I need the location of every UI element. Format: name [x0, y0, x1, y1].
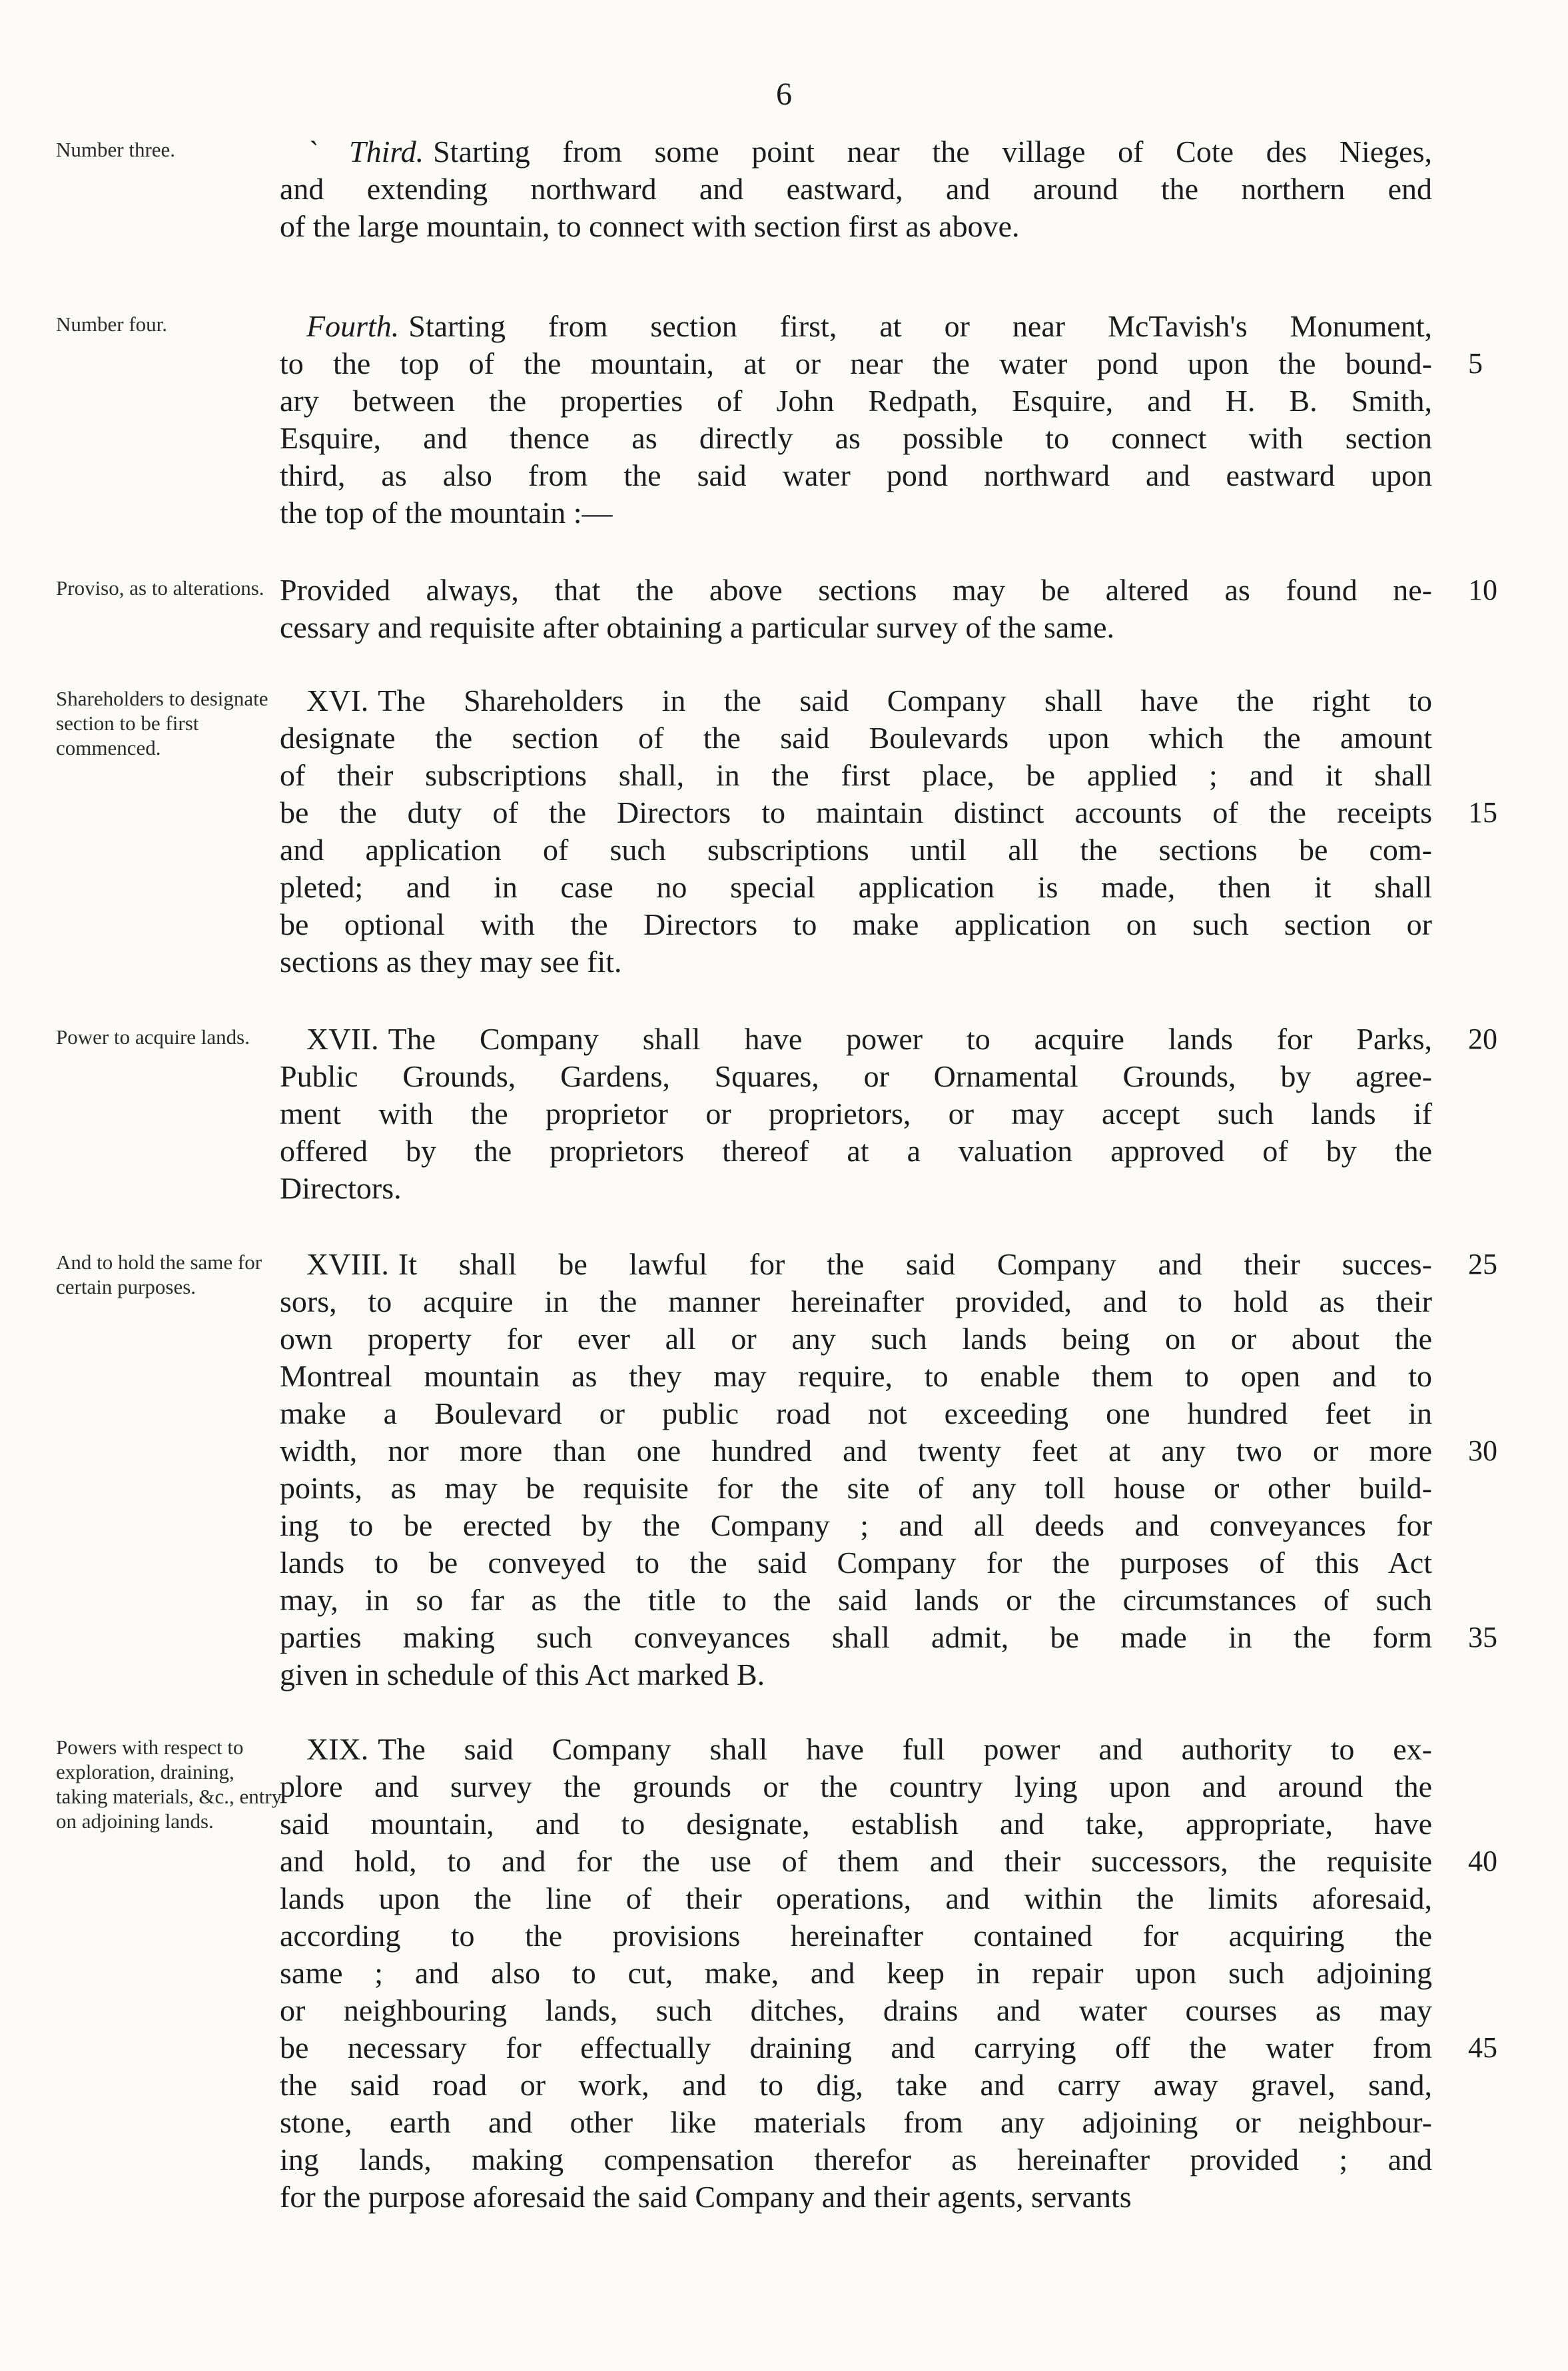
- text-line: [280, 1992, 1432, 2029]
- text-line: [280, 1656, 1432, 1693]
- line-text: The said Company shall have full power and authority to ex-: [378, 1732, 1432, 1766]
- line-number: 20: [1468, 1023, 1497, 1055]
- text-line: [280, 1768, 1432, 1805]
- margin-note: And to hold the same for certain purposes.: [56, 1250, 262, 1298]
- line-text: parties making such conveyances shall admit, be made in the form: [280, 1620, 1432, 1654]
- text-line: [280, 794, 1497, 831]
- text-line: [280, 1805, 1432, 1843]
- section-text: [280, 572, 1497, 646]
- line-text: offered by the proprietors thereof at a valuation approved of by the: [280, 1134, 1432, 1168]
- margin-note: Proviso, as to alterations.: [56, 576, 264, 600]
- text-line: [280, 1133, 1432, 1170]
- text-line: [306, 1246, 1497, 1283]
- section-lead: XVIII.: [306, 1247, 389, 1281]
- line-text: lands upon the line of their operations, and within the limits aforesaid,: [280, 1881, 1432, 1915]
- line-text: plore and survey the grounds or the country lying upon and around the: [280, 1769, 1432, 1803]
- line-text: The Company shall have power to acquire lands for Parks,: [388, 1022, 1432, 1056]
- line-text: width, nor more than one hundred and twenty feet at any two or more: [280, 1434, 1432, 1468]
- text-line: [306, 133, 1432, 171]
- text-line: [280, 1058, 1432, 1095]
- line-text: own property for ever all or any such lands being on or about the: [280, 1322, 1432, 1356]
- margin-note: Power to acquire lands.: [56, 1025, 250, 1049]
- text-line: [280, 869, 1432, 906]
- line-text: designate the section of the said Boulevards upon which the amount: [280, 721, 1432, 755]
- text-line: [280, 2104, 1432, 2141]
- line-text: Esquire, and thence as directly as possible to connect with section: [280, 421, 1432, 455]
- text-line: [280, 1320, 1432, 1358]
- text-line: [280, 572, 1497, 609]
- section-text: [280, 1021, 1497, 1207]
- line-text: may, in so far as the title to the said lands or the circumstances of such: [280, 1583, 1432, 1617]
- line-text: and extending northward and eastward, and around the northern end: [280, 172, 1432, 206]
- line-text: same ; and also to cut, make, and keep in repair upon such adjoining: [280, 1956, 1432, 1990]
- line-text: sections as they may see fit.: [280, 945, 622, 979]
- text-line: [280, 1917, 1432, 1955]
- section-text: [280, 308, 1483, 532]
- line-number: 45: [1468, 2031, 1497, 2064]
- line-number: 25: [1468, 1248, 1497, 1280]
- line-text: for the purpose aforesaid the said Company and their agents, servants: [280, 2180, 1132, 2214]
- text-line: [280, 2178, 1432, 2216]
- text-line: [306, 1021, 1497, 1058]
- line-text: make a Boulevard or public road not exceeding one hundred feet in: [280, 1396, 1432, 1430]
- text-line: [280, 1432, 1497, 1470]
- line-text: and application of such subscriptions until all the sections be com-: [280, 833, 1432, 867]
- section-lead: Fourth.: [306, 309, 400, 343]
- line-text: Starting from section first, at or near McTavish's Monument,: [408, 309, 1432, 343]
- text-line: [280, 208, 1432, 245]
- text-line: [280, 171, 1432, 208]
- line-text: and hold, to and for the use of them and their successors, the requisite: [280, 1844, 1432, 1878]
- text-line: [280, 719, 1432, 757]
- line-text: of their subscriptions shall, in the first place, be applied ; and it shall: [280, 758, 1432, 792]
- text-line: [280, 2141, 1432, 2178]
- margin-note: Number three.: [56, 138, 176, 161]
- line-text: points, as may be requisite for the site of any toll house or other build-: [280, 1471, 1432, 1505]
- section-text: [280, 1731, 1497, 2216]
- line-text: or neighbouring lands, such ditches, drains and water courses as may: [280, 1993, 1432, 2027]
- line-text: the said road or work, and to dig, take and carry away gravel, sand,: [280, 2068, 1432, 2102]
- text-line: [280, 1283, 1432, 1320]
- line-text: be necessary for effectually draining and carrying off the water from: [280, 2031, 1432, 2065]
- margin-note: Shareholders to designate section to be first commenced.: [56, 687, 268, 759]
- line-text: to the top of the mountain, at or near the water pond upon the bound-: [280, 346, 1432, 380]
- line-number: 5: [1468, 347, 1483, 380]
- text-line: [280, 2029, 1497, 2067]
- text-line: [280, 943, 1432, 981]
- text-line: [306, 682, 1432, 719]
- line-number: 10: [1468, 574, 1497, 606]
- section-lead: ` Third.: [306, 135, 424, 169]
- section-lead: XVI.: [306, 684, 369, 717]
- text-line: [306, 308, 1432, 345]
- line-text: Montreal mountain as they may require, to enable them to open and to: [280, 1359, 1432, 1393]
- text-line: [306, 1731, 1432, 1768]
- text-line: [280, 494, 1432, 532]
- text-line: [280, 831, 1432, 869]
- line-text: Starting from some point near the village of Cote des Nieges,: [433, 135, 1432, 169]
- line-text: ing to be erected by the Company ; and all deeds and conveyances for: [280, 1508, 1432, 1542]
- line-text: Directors.: [280, 1171, 402, 1205]
- text-line: [280, 2067, 1432, 2104]
- text-line: [280, 609, 1432, 646]
- line-text: It shall be lawful for the said Company and their succes-: [398, 1247, 1432, 1281]
- line-number: 35: [1468, 1621, 1497, 1654]
- line-text: stone, earth and other like materials from any adjoining or neighbour-: [280, 2105, 1432, 2139]
- line-text: be optional with the Directors to make application on such section or: [280, 907, 1432, 941]
- text-line: [280, 1170, 1432, 1207]
- text-line: [280, 382, 1432, 420]
- line-text: ment with the proprietor or proprietors, or may accept such lands if: [280, 1097, 1432, 1131]
- line-text: said mountain, and to designate, establish and take, appropriate, have: [280, 1807, 1432, 1841]
- text-line: [280, 757, 1432, 794]
- line-text: cessary and requisite after obtaining a particular survey of the same.: [280, 610, 1115, 644]
- page-number: 6: [776, 77, 792, 112]
- line-text: The Shareholders in the said Company shall have the right to: [378, 684, 1432, 717]
- line-number: 15: [1468, 796, 1497, 829]
- line-number: 30: [1468, 1434, 1497, 1467]
- text-line: [280, 345, 1483, 382]
- text-line: [280, 1582, 1432, 1619]
- line-text: be the duty of the Directors to maintain distinct accounts of the receipts: [280, 795, 1432, 829]
- text-line: [280, 1470, 1432, 1507]
- text-line: [280, 1955, 1432, 1992]
- text-line: [280, 457, 1432, 494]
- text-line: [280, 1358, 1432, 1395]
- line-number: 40: [1468, 1845, 1497, 1877]
- section-text: [280, 1246, 1497, 1693]
- section-lead: XIX.: [306, 1732, 369, 1766]
- line-text: of the large mountain, to connect with section first as above.: [280, 209, 1020, 243]
- text-line: [280, 1843, 1497, 1880]
- line-text: lands to be conveyed to the said Company for the purposes of this Act: [280, 1546, 1432, 1580]
- text-line: [280, 1507, 1432, 1544]
- text-line: [280, 1095, 1432, 1133]
- text-line: [280, 1544, 1432, 1582]
- line-text: pleted; and in case no special application is made, then it shall: [280, 870, 1432, 904]
- line-text: Provided always, that the above sections may be altered as found ne-: [280, 573, 1432, 607]
- line-text: according to the provisions hereinafter contained for acquiring the: [280, 1919, 1432, 1953]
- line-text: Public Grounds, Gardens, Squares, or Ornamental Grounds, by agree-: [280, 1059, 1432, 1093]
- text-line: [280, 1395, 1432, 1432]
- line-text: given in schedule of this Act marked B.: [280, 1658, 765, 1691]
- line-text: sors, to acquire in the manner hereinafter provided, and to hold as their: [280, 1284, 1432, 1318]
- section-lead: XVII.: [306, 1022, 379, 1056]
- margin-note: Powers with respect to exploration, draining, taking materials, &c., entry on adjoining lands.: [56, 1735, 282, 1833]
- text-line: [280, 1619, 1497, 1656]
- line-text: the top of the mountain :—: [280, 496, 613, 530]
- text-line: [280, 1880, 1432, 1917]
- line-text: ing lands, making compensation therefor as hereinafter provided ; and: [280, 2142, 1432, 2176]
- line-text: third, as also from the said water pond northward and eastward upon: [280, 458, 1432, 492]
- section-text: [280, 133, 1432, 245]
- margin-note: Number four.: [56, 312, 168, 336]
- text-line: [280, 906, 1432, 943]
- text-line: [280, 420, 1432, 457]
- section-text: [280, 682, 1497, 981]
- line-text: ary between the properties of John Redpath, Esquire, and H. B. Smith,: [280, 384, 1432, 418]
